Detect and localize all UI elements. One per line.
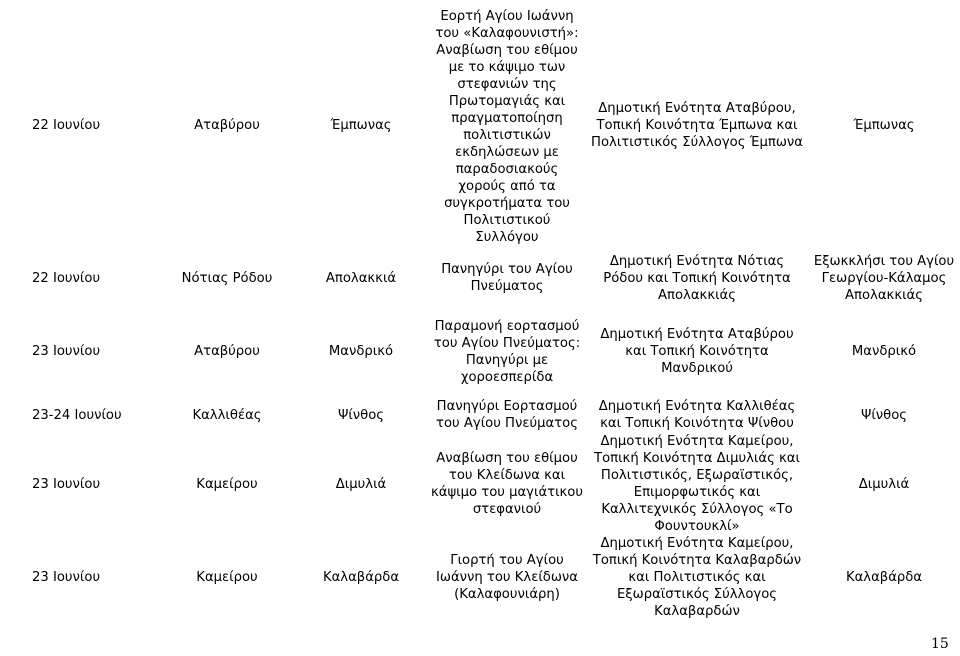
table-row [30,0,960,250]
date-cell: 23 Ιουνίου [32,344,101,359]
event-cell: Εορτή Αγίου Ιωάννη του «Καλαφουνιστή»: Αναβίωση του εθίμου με το κάψιμο των στεφανιών της Πρωτομαγιάς και πραγματοποίηση πολιτιστικών εκδηλώσεων με παραδοσιακούς χορούς από τα συγκροτήματα του Πολιτιστικού Συλλόγου [435,9,579,245]
organizer-cell: Δημοτική Ενότητα Αταβύρου, Τοπική Κοινότητα Έμπωνα και Πολιτιστικός Σύλλογος Έμπωνα [591,100,803,150]
event-cell: Πανηγύρι του Αγίου Πνεύματος [441,262,573,294]
date-cell: 22 Ιουνίου [32,117,101,133]
event-cell: Πανηγύρι Εορτασμού του Αγίου Πνεύματος [436,399,578,431]
organizer-cell: Δημοτική Ενότητα Αταβύρου και Τοπική Κοινότητα Μανδρικού [600,327,794,376]
village-cell: Απολακκιά [325,270,397,286]
date-cell: 23 Ιουνίου [32,476,101,492]
village-cell: Καλαβάρδα [322,570,400,585]
organizer-cell: Δημοτική Ενότητα Καμείρου, Τοπική Κοινότητα Καλαβαρδών και Πολιτιστικός και Εξωραϊστικός Σύλλογος Καλαβαρδών [592,536,802,619]
municipality-cell: Καμείρου [196,570,258,585]
village-cell: Μανδρικό [328,344,394,359]
organizer-cell: Δημοτική Ενότητα Νότιας Ρόδου και Τοπική Κοινότητα Απολακκιάς [603,253,791,303]
date-cell: 22 Ιουνίου [32,270,101,286]
municipality-cell: Αταβύρου [194,344,260,359]
event-cell: Γιορτή του Αγίου Ιωάννη του Κλείδωνα (Καλαφουνιάρη) [436,553,578,602]
municipality-cell: Καμείρου [196,476,258,492]
village-cell: Έμπωνας [330,117,392,133]
event-cell: Αναβίωση του εθίμου του Κλείδωνα και κάψιμο του μαγιάτικου στεφανιού [430,451,584,517]
location-cell: Διμυλιά [858,476,910,492]
village-cell: Ψίνθος [337,407,385,423]
date-cell: 23-24 Ιουνίου [32,407,122,423]
page-number: 15 [931,636,949,652]
table-row [30,433,960,535]
municipality-cell: Καλλιθέας [192,407,262,423]
table-row [30,250,960,306]
table-row [30,306,960,397]
municipality-cell: Αταβύρου [194,117,260,133]
table-row [30,397,960,433]
location-cell: Καλαβάρδα [845,570,923,585]
location-cell: Ψίνθος [860,407,908,423]
organizer-cell: Δημοτική Ενότητα Καμείρου, Τοπική Κοινότητα Διμυλιάς και Πολιτιστικός, Εξωραϊστικός, Επιμορφωτικός και Καλλιτεχνικός Σύλλογος «Το Φουντουκλί» [594,434,800,534]
village-cell: Διμυλιά [335,476,387,492]
event-cell: Παραμονή εορτασμού του Αγίου Πνεύματος: Πανηγύρι με χοροεσπερίδα [433,318,581,385]
events-table [30,0,960,620]
table-row [30,535,960,620]
municipality-cell: Νότιας Ρόδου [181,270,273,286]
date-cell: 23 Ιουνίου [32,570,101,585]
organizer-cell: Δημοτική Ενότητα Καλλιθέας και Τοπική Κοινότητα Ψίνθου [598,399,796,431]
location-cell: Μανδρικό [851,344,917,359]
location-cell: Έμπωνας [853,117,915,133]
location-cell: Εξωκκλήσι του Αγίου Γεωργίου-Κάλαμος Απολακκιάς [813,253,955,303]
